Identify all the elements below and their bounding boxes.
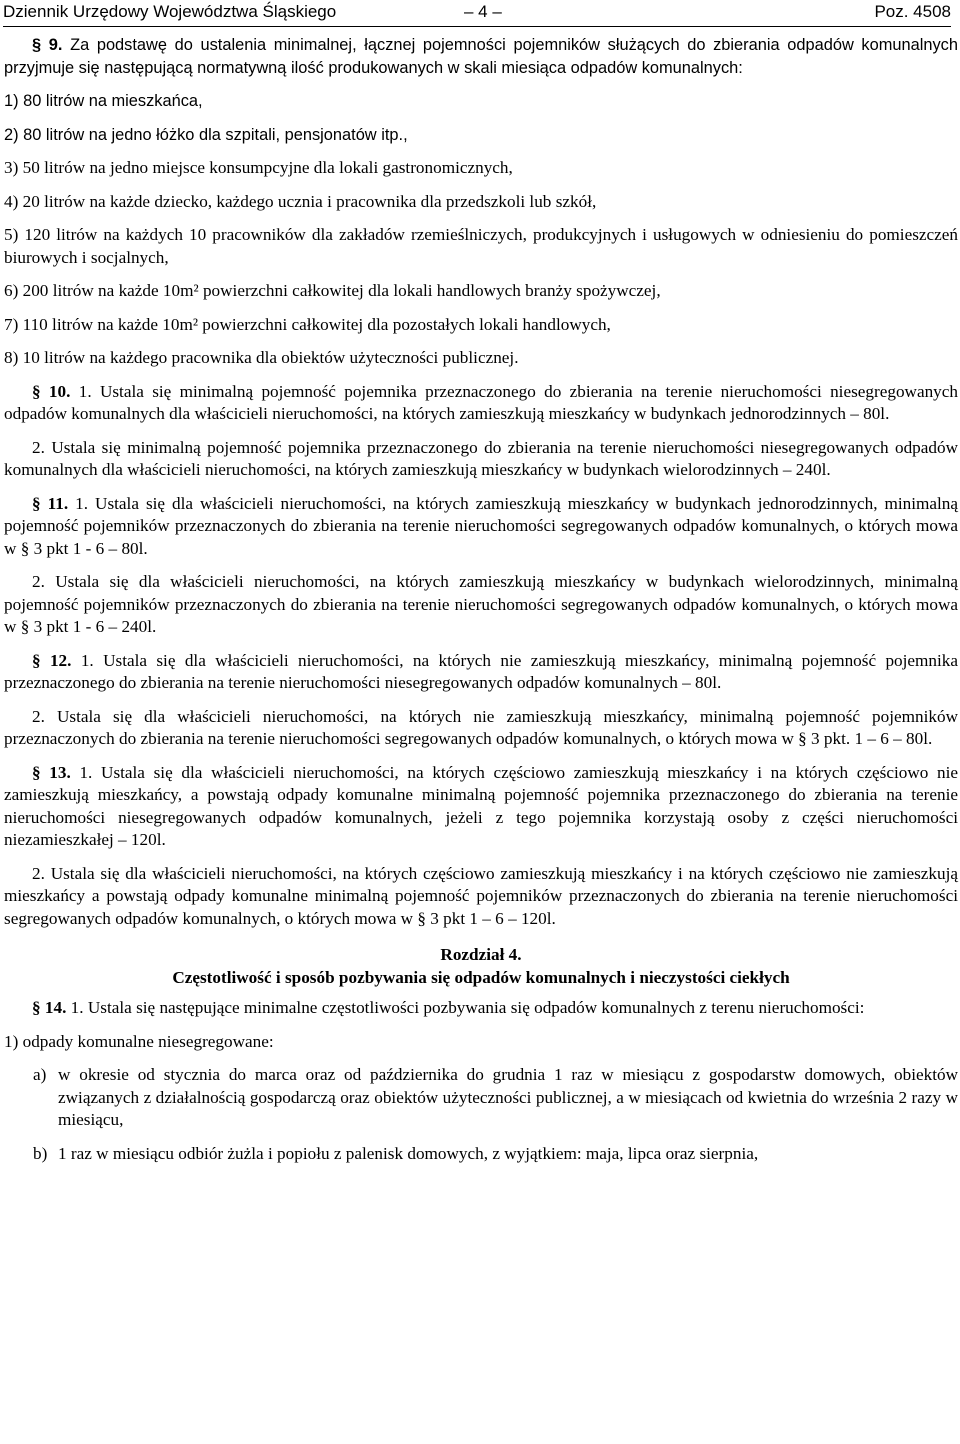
chapter-title: Częstotliwość i sposób pozbywania się odpadów komunalnych i nieczystości ciekłych xyxy=(172,967,790,987)
journal-title: Dziennik Urzędowy Województwa Śląskiego xyxy=(3,2,337,21)
section-text: Za podstawę do ustalenia minimalnej, łącznej pojemności pojemników służących do zbierania odpadów komunalnych przyjmuje się następującą normatywną ilość produkowanych w skali miesiąca odpadów komunalnych: xyxy=(4,36,958,77)
section-13-paragraph-2: 2. Ustala się dla właścicieli nieruchomości, na których częściowo zamieszkują mieszkańcy i na których częściowo nie zamieszkują mieszkańcy a powstają odpady komunalne minimalną pojemność pojemników przeznaczonych do zbierania na terenie nieruchomości segregowanych odpadów komunalnych, o których mowa w § 3 pkt 1 – 6 – 120l. xyxy=(4,863,958,928)
section-number: § 11. xyxy=(32,493,69,513)
page-number: – 4 – xyxy=(464,2,502,21)
list-item: 3) 50 litrów na jedno miejsce konsumpcyjne dla lokali gastronomicznych, xyxy=(4,158,513,177)
section-13-paragraph-1 xyxy=(4,762,958,852)
position-number: Poz. 4508 xyxy=(874,2,951,21)
section-11-paragraph-1 xyxy=(4,493,958,561)
sub-item-text: 1 raz w miesiącu odbiór żużla i popiołu z palenisk domowych, z wyjątkiem: maja, lipca oraz sierpnia, xyxy=(58,1143,759,1163)
list-item: 5) 120 litrów na każdych 10 pracowników dla zakładów rzemieślniczych, produkcyjnych i usługowych w odniesieniu do pomieszczeń biurowych i socjalnych, xyxy=(4,225,958,267)
paragraph-text: 1. Ustala się następujące minimalne częstotliwości pozbywania się odpadów komunalnych z terenu nieruchomości: xyxy=(70,998,865,1017)
section-12-paragraph-1 xyxy=(4,650,958,695)
sub-item-a xyxy=(4,1064,958,1132)
section-number: § 12. xyxy=(32,650,72,670)
list-item: 2) 80 litrów na jedno łóżko dla szpitali, pensjonatów itp., xyxy=(4,125,408,144)
paragraph-text: 1. Ustala się minimalną pojemność pojemnika przeznaczonego do zbierania na terenie nieruchomości niesegregowanych odpadów komunalnych dla właścicieli nieruchomości, na których zamieszkują mieszkańcy w budynkach jednorodzinnych – 80l. xyxy=(4,381,958,423)
sub-item-b xyxy=(4,1143,958,1166)
list-item: 4) 20 litrów na każde dziecko, każdego ucznia i pracownika dla przedszkoli lub szkół, xyxy=(4,191,597,211)
list-item: 6) 200 litrów na każde 10m² powierzchni całkowitej dla lokali handlowych branży spożywczej, xyxy=(4,281,661,300)
sub-item-text: w okresie od stycznia do marca oraz od października do grudnia 1 raz w miesiącu z gospodarstw domowych, obiektów związanych z działalnością gospodarczą oraz obiektów użyteczności publicznej, a w miesiącach od kwietnia do września 2 razy w miesiącu, xyxy=(58,1065,958,1129)
sub-item-label: b) xyxy=(33,1143,48,1163)
paragraph-text: 1. Ustala się dla właścicieli nieruchomości, na których nie zamieszkują mieszkańcy, minimalną pojemność pojemnika przeznaczonego do zbierania na terenie nieruchomości niesegregowanych odpadów komunalnych – 80l. xyxy=(4,650,958,692)
list-item: 7) 110 litrów na każde 10m² powierzchni całkowitej dla pozostałych lokali handlowych, xyxy=(4,314,611,334)
section-number: § 10. xyxy=(32,381,71,401)
section-14-paragraph-1 xyxy=(4,997,958,1020)
section-12-paragraph-2: 2. Ustala się dla właścicieli nieruchomości, na których nie zamieszkują mieszkańcy, minimalną pojemność pojemników przeznaczonych do zbierania na terenie nieruchomości segregowanych odpadów komunalnych, o których mowa w § 3 pkt. 1 – 6 – 80l. xyxy=(4,706,958,748)
page-header xyxy=(3,0,951,27)
paragraph-text: 1. Ustala się dla właścicieli nieruchomości, na których zamieszkują mieszkańcy w budynkach jednorodzinnych, minimalną pojemność pojemników przeznaczonych do zbierania na terenie nieruchomości segregowanych odpadów komunalnych, o których mowa w § 3 pkt 1 - 6 – 80l. xyxy=(4,493,959,558)
document-body xyxy=(4,34,958,1176)
list-item: 1) odpady komunalne niesegregowane: xyxy=(4,1031,274,1051)
section-number: § 9. xyxy=(32,36,63,54)
section-9 xyxy=(4,34,958,79)
list-item: 1) 80 litrów na mieszkańca, xyxy=(4,92,203,110)
section-11-paragraph-2: 2. Ustala się dla właścicieli nieruchomości, na których zamieszkują mieszkańcy w budynkach wielorodzinnych, minimalną pojemność pojemników przeznaczonych do zbierania na terenie nieruchomości segregowanych odpadów komunalnych, o których mowa w § 3 pkt 1 - 6 – 240l. xyxy=(4,572,958,636)
section-number: § 14. xyxy=(32,998,67,1017)
sub-item-label: a) xyxy=(33,1065,47,1084)
chapter-number: Rozdział 4. xyxy=(440,945,522,964)
section-10-paragraph-2: 2. Ustala się minimalną pojemność pojemnika przeznaczonego do zbierania na terenie nieruchomości niesegregowanych odpadów komunalnych dla właścicieli nieruchomości, na których zamieszkują mieszkańcy w budynkach wielorodzinnych – 240l. xyxy=(4,437,958,479)
section-10-paragraph-1 xyxy=(4,381,958,426)
section-number: § 13. xyxy=(32,762,71,782)
paragraph-text: 1. Ustala się dla właścicieli nieruchomości, na których częściowo zamieszkują mieszkańcy i na których częściowo nie zamieszkują mieszkańcy, a powstają odpady komunalne minimalną pojemność pojemnika przeznaczonego do zbierania na terenie nieruchomości niesegregowanych odpadów komunalnych, jeżeli z tego pojemnika korzystają osoby z części nieruchomości niezamieszkałej – 120l. xyxy=(4,762,959,849)
list-item: 8) 10 litrów na każdego pracownika dla obiektów użyteczności publicznej. xyxy=(4,348,519,367)
chapter-heading xyxy=(4,944,958,989)
